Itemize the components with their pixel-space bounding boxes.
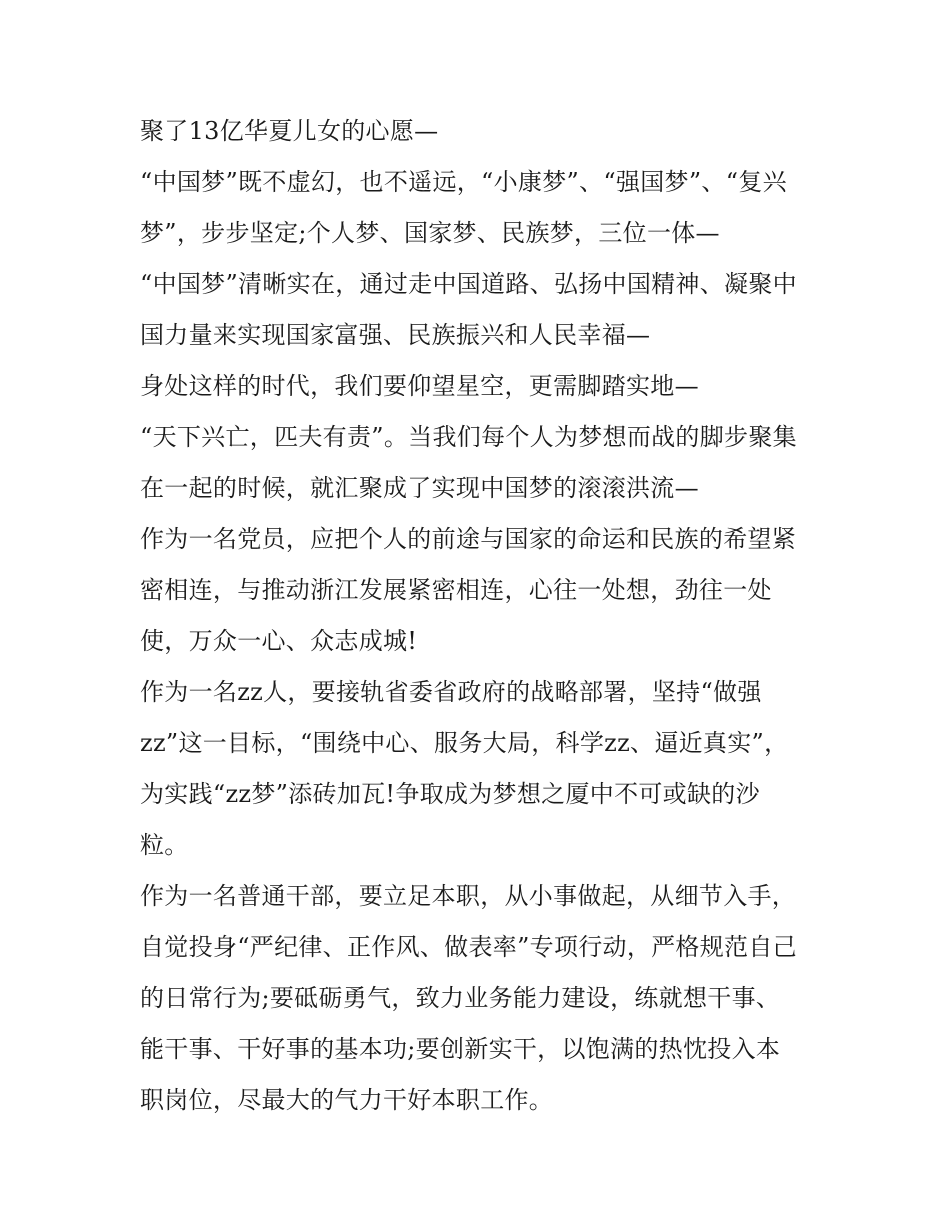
text-line: 自觉投身“严纪律、正作风、做表率”专项行动，严格规范自己 bbox=[140, 933, 797, 961]
text-line: 身处这样的时代，我们要仰望星空，更需脚踏实地— bbox=[140, 372, 699, 400]
text-line: 国力量来实现国家富强、民族振兴和人民幸福— bbox=[140, 321, 651, 349]
document-body bbox=[140, 106, 820, 1126]
text-line: 职岗位，尽最大的气力干好本职工作。 bbox=[140, 1086, 554, 1114]
text-line: 梦”，步步坚定;个人梦、国家梦、民族梦，三位一体— bbox=[140, 219, 720, 247]
text-line: 为实践“zz梦”添砖加瓦!争取成为梦想之厦中不可或缺的沙 bbox=[140, 780, 760, 808]
text-line: “中国梦”清晰实在，通过走中国道路、弘扬中国精神、凝聚中 bbox=[140, 270, 797, 298]
text-line: 作为一名党员，应把个人的前途与国家的命运和民族的希望紧 bbox=[140, 525, 797, 553]
text-line: “天下兴亡，匹夫有责”。当我们每个人为梦想而战的脚步聚集 bbox=[140, 423, 797, 451]
text-line: 在一起的时候，就汇聚成了实现中国梦的滚滚洪流— bbox=[140, 474, 699, 502]
text-line: 粒。 bbox=[140, 831, 189, 859]
text-line: zz”这一目标，“围绕中心、服务大局，科学zz、逼近真实”， bbox=[140, 729, 789, 757]
text-line: 的日常行为;要砥砺勇气，致力业务能力建设，练就想干事、 bbox=[140, 984, 781, 1012]
text-line: 密相连，与推动浙江发展紧密相连，心往一处想，劲往一处 bbox=[140, 576, 772, 604]
text-line: 使，万众一心、众志成城! bbox=[140, 627, 418, 655]
text-line: 作为一名zz人，要接轨省委省政府的战略部署，坚持“做强 bbox=[140, 678, 762, 706]
text-line: “中国梦”既不虚幻，也不遥远，“小康梦”、“强国梦”、“复兴 bbox=[140, 168, 787, 196]
text-line: 聚了13亿华夏儿女的心愿— bbox=[140, 117, 439, 145]
text-line: 能干事、干好事的基本功;要创新实干，以饱满的热忱投入本 bbox=[140, 1035, 781, 1063]
text-line: 作为一名普通干部，要立足本职，从小事做起，从细节入手， bbox=[140, 882, 797, 910]
